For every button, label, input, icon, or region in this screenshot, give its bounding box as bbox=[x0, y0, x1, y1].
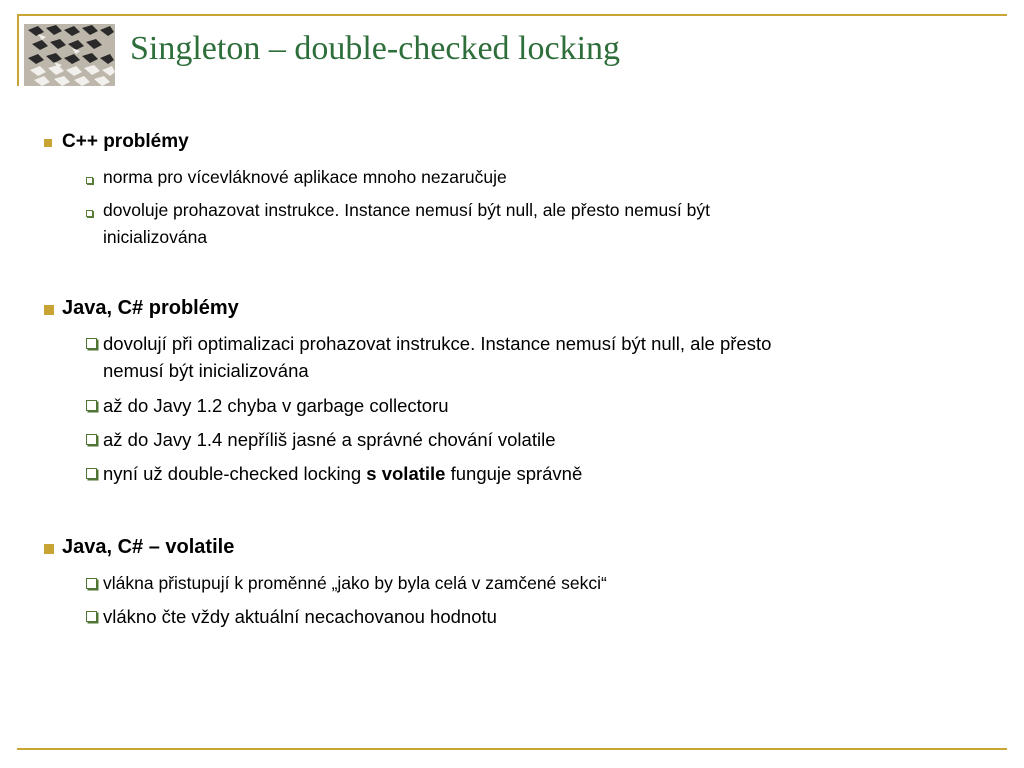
slide-title: Singleton – double-checked locking bbox=[130, 30, 621, 67]
section-heading-volatile: Java, C# – volatile bbox=[62, 536, 235, 558]
bullet-text: dovolují při optimalizaci prohazovat instrukce. Instance nemusí být null, ale přesto bbox=[103, 333, 772, 354]
bullet-text: vlákna přistupují k proměnné „jako by byla celá v zamčené sekci“ bbox=[103, 573, 607, 593]
hollow-square-bullet-icon bbox=[86, 434, 97, 445]
hollow-square-bullet-icon bbox=[86, 210, 93, 217]
bottom-border-line bbox=[17, 748, 1007, 750]
hollow-square-bullet-icon bbox=[86, 338, 97, 349]
top-border-line bbox=[17, 14, 1007, 16]
filled-square-bullet-icon bbox=[44, 544, 54, 554]
bullet-text-mixed bbox=[103, 460, 582, 487]
bullet-text: až do Javy 1.4 nepříliš jasné a správné chování volatile bbox=[103, 429, 556, 450]
bullet-text-part: funguje správně bbox=[445, 463, 583, 484]
hollow-square-bullet-icon bbox=[86, 400, 97, 411]
filled-square-bullet-icon bbox=[44, 139, 52, 147]
hollow-square-bullet-icon bbox=[86, 611, 97, 622]
bullet-text-part: nyní už double-checked locking bbox=[103, 463, 367, 484]
bullet-text: vlákno čte vždy aktuální necachovanou hodnotu bbox=[103, 606, 497, 627]
bullet-text-continuation: inicializována bbox=[103, 227, 208, 247]
section-heading-java-csharp: Java, C# problémy bbox=[62, 297, 239, 319]
section-heading-cpp: C++ problémy bbox=[62, 131, 189, 152]
bullet-text: dovoluje prohazovat instrukce. Instance nemusí být null, ale přesto nemusí být bbox=[103, 200, 710, 220]
hollow-square-bullet-icon bbox=[86, 177, 93, 184]
bullet-text: až do Javy 1.2 chyba v garbage collectoru bbox=[103, 395, 449, 416]
hollow-square-bullet-icon bbox=[86, 578, 97, 589]
bullet-text-continuation: nemusí být inicializována bbox=[103, 360, 309, 381]
escher-tessellation-logo bbox=[24, 24, 115, 86]
bullet-text-bold: s volatile bbox=[366, 463, 446, 484]
filled-square-bullet-icon bbox=[44, 305, 54, 315]
hollow-square-bullet-icon bbox=[86, 468, 97, 479]
left-border-line bbox=[17, 14, 19, 86]
bullet-text: norma pro vícevláknové aplikace mnoho nezaručuje bbox=[103, 167, 507, 187]
